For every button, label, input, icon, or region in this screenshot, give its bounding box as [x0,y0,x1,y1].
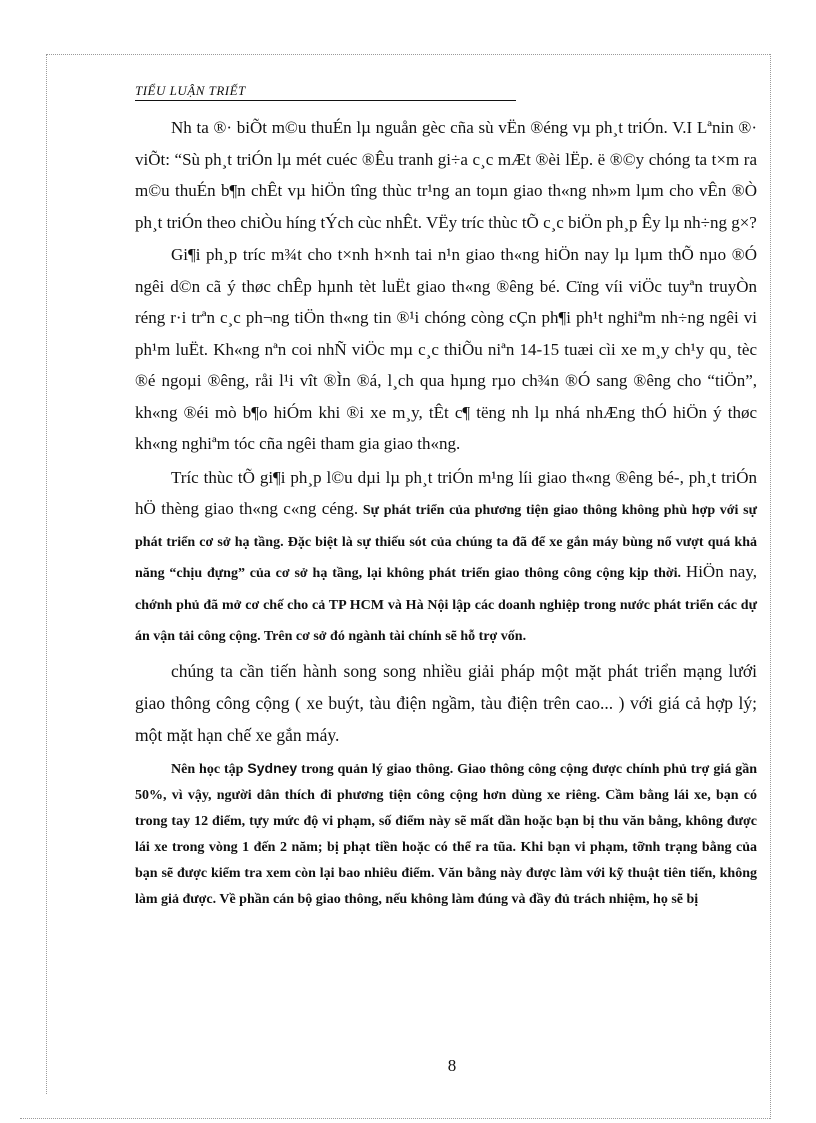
document-body [135,112,757,913]
paragraph-3 [135,462,757,651]
page-frame-bottom [20,1118,770,1120]
paragraph-1: Nh ta ®· biÕt m©u thuÉn lµ nguån gèc cña sù vËn ®éng vµ ph¸t triÓn. V.I Lªnin ®· viÕt: “Sù ph¸t triÓn lµ mét cuéc ®Êu tranh gi÷a c¸c mÆt ®èi lËp. ë ®©y chóng ta t×m ra m©u thuÉn b¶n chÊt vµ hiÖn tîng thùc tr¹ng an toµn giao th«ng nh»m lµm cho vÊn ®Ò ph¸t triÓn theo chiÒu híng tÝch cùc nhÊt. VËy tríc thùc tÕ c¸c biÖn ph¸p Êy lµ nh÷ng g×? [135,118,757,232]
paragraph-4: chúng ta cần tiến hành song song nhiều giải pháp một mặt phát triển mạng lưới giao thông công cộng ( xe buýt, tàu điện ngầm, tàu điện trên cao... ) với giá cả hợp lý; một mặt hạn chế xe gắn máy. [135,660,757,745]
page-number: 8 [447,1056,457,1075]
paragraph-5-brand: Sydney [247,759,298,776]
page-frame-top [46,54,770,56]
paragraph-5-post: trong quản lý giao thông. Giao thông công cộng được chính phủ trợ giá gần 50%, vì vậy, người dân thích đi phương tiện công cộng hơn dùng xe riêng. Cầm bằng lái xe, bạn có trong tay 12 điểm, tựy mức độ vi phạm, số điểm này sẽ mất dần hoặc bạn bị thu văn bằng, không được lái xe trong vòng 1 đến 2 năm; bị phạt tiền hoặc có thể ra tũa. Khi bạn vi phạm, tỡnh trạng bằng của bạn sẽ được kiểm tra xem còn lại bao nhiêu điểm. Văn bằng này được làm với kỹ thuật tiên tiến, không làm giả được. Về phần cán bộ giao thông, nếu không làm đúng và đầy đủ trách nhiệm, họ sẽ bị [135,761,757,907]
page-frame-right [770,54,772,1119]
paragraph-3-main: Tríc thùc tÕ gi¶i ph¸p l©u dµi lµ ph¸t triÓn m¹ng líi giao th«ng ®êng bé-, ph¸t triÓn hÖ thèng giao th«ng c«ng céng. [135,467,757,518]
paragraph-3-tail-2: chớnh phủ đã mở cơ chế cho cả TP HCM và Hà Nội lập các doanh nghiệp trong nước phát triển các dự án vận tải công cộng. Trên cơ sở đó ngành tài chính sẽ hỗ trợ vốn. [135,597,757,644]
paragraph-2: Gi¶i ph¸p tríc m¾t cho t×nh h×nh tai n¹n giao th«ng hiÖn nay lµ lµm thÕ nµo ®Ó ngêi d©n cã ý thøc chÊp hµnh tèt luËt giao th«ng ®êng bé. Cïng víi viÖc tuyªn truyÒn réng r·i trªn c¸c ph¬ng tiÖn th«ng tin ®¹i chóng còng cÇn ph¶i ph¹t nghiªm nh÷ng ngêi vi ph¹m luËt. Kh«ng nªn coi nhÑ viÖc mµ c¸c thiÕu niªn 14-15 tuæi cìi xe m¸y ch¹y qu¸ tèc ®é ngoµi ®êng, råi l¹i vît ®Ìn ®á, l¸ch qua hµng rµo ch¾n ®Ó sang ®êng cho “tiÖn”, kh«ng ®éi mò b¶o hiÓm khi ®i xe m¸y, tÊt c¶ tëng nh lµ nhá nhÆng thÓ hiÖn ý thøc kh«ng nghiªm tóc cña ngêi tham gia giao th«ng. [135,245,757,453]
paragraph-5 [135,755,757,913]
running-header: TIỂU LUẬN TRIẾT [135,83,516,101]
paragraph-3-legacy-fragment: HiÖn nay, [685,562,758,581]
paragraph-3-tail-1: Sự phát triển của phương tiện giao thông không phù hợp với sự phát triển cơ sở hạ tầng. Đặc biệt là sự thiếu sót của chúng ta đã để xe gắn máy bùng nổ vượt quá khả năng “chịu đựng” của cơ sở hạ tầng, lại không phát triển giao thông công cộng kịp thời. [135,503,757,581]
paragraph-5-pre: Nên học tập [171,761,248,777]
page-frame-left [46,54,48,1094]
